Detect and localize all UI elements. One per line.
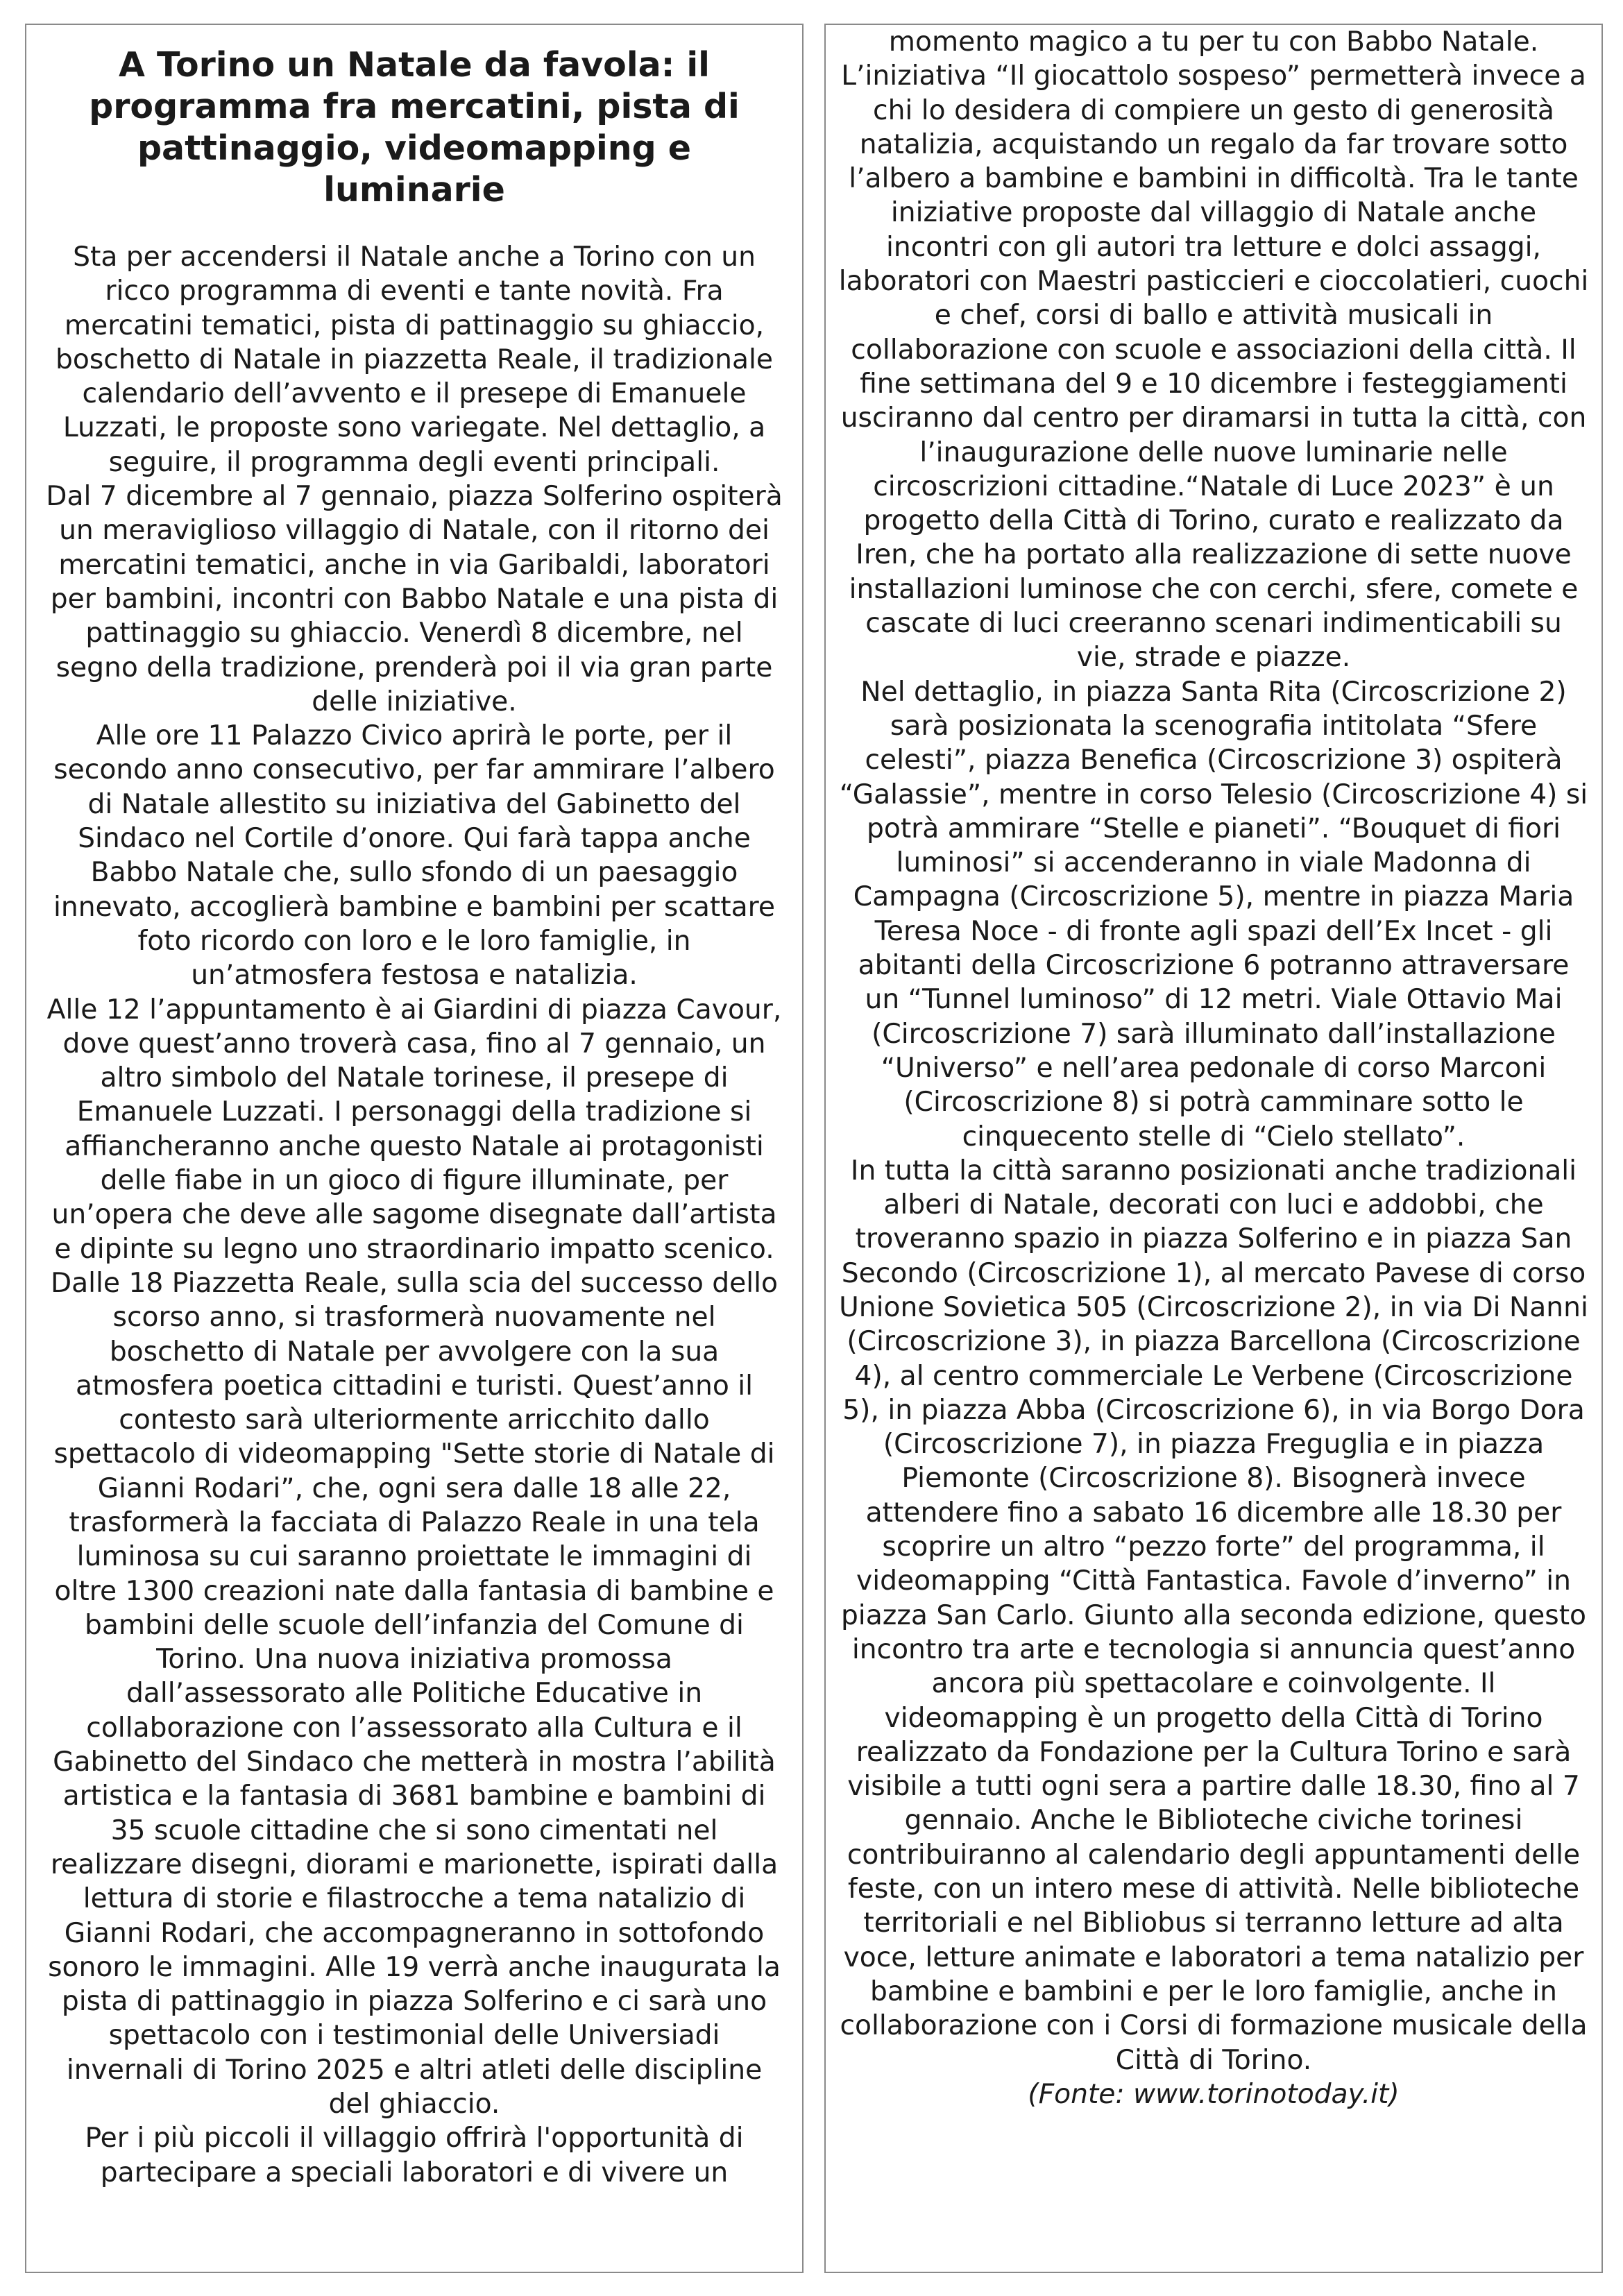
paragraph-piazzetta-reale: Dalle 18 Piazzetta Reale, sulla scia del successo dello scorso anno, si trasformerà nuovamente nel boschetto di Natale per avvolgere con la sua atmosfera poetica cittadini e turisti. Quest’anno il contesto sarà ulteriormente arricchito dallo spettacolo di videomapping "Sette storie di Natale di Gianni Rodari”, che, ogni sera dalle 18 alle 22, trasformerà la facciata di Palazzo Reale in una tela luminosa su cui saranno proiettate le immagini di oltre 1300 creazioni nate dalla fantasia di bambine e bambini delle scuole dell’infanzia del Comune di Torino. Una nuova iniziativa promossa dall’assessorato alle Politiche Educative in collaborazione con l’assessorato alla Cultura e il Gabinetto del Sindaco che metterà in mostra l’abilità artistica e la fantasia di 3681 bambine e bambini di 35 scuole cittadine che si sono cimentati nel realizzare disegni, diorami e marionette, ispirati dalla lettura di storie e filastrocche a tema natalizio di Gianni Rodari, che accompagneranno in sottofondo sonoro le immagini. Alle 19 verrà anche inaugurata la pista di pattinaggio in piazza Solferino e ci sarà uno spettacolo con i testimonial delle Universiadi invernali di Torino 2025 e altri atleti delle discipline del ghiaccio. xyxy=(48,1267,781,2120)
source-credit: (Fonte: www.torinotoday.it) xyxy=(1028,2078,1400,2110)
paragraph-luminarie: Nel dettaglio, in piazza Santa Rita (Circoscrizione 2) sarà posizionata la scenografia intitolata “Sfere celesti”, piazza Benefica (Circoscrizione 3) ospiterà “Galassie”, mentre in corso Telesio (Circoscrizione 4) si potrà ammirare “Stelle e pianeti”. “Bouquet di fiori luminosi” si accenderanno in viale Madonna di Campagna (Circoscrizione 5), mentre in piazza Maria Teresa Noce - di fronte agli spazi dell’Ex Incet - gli abitanti della Circoscrizione 6 potranno attraversare un “Tunnel luminoso” di 12 metri. Viale Ottavio Mai (Circoscrizione 7) sarà illuminato dall’installazione “Universo” e nell’area pedonale di corso Marconi (Circoscrizione 8) si potrà camminare sotto le cinquecento stelle di “Cielo stellato”. xyxy=(839,676,1588,1153)
paragraph-intro: Sta per accendersi il Natale anche a Torino con un ricco programma di eventi e tante novità. Fra mercatini tematici, pista di pattinaggio su ghiaccio, boschetto di Natale in piazzetta Reale, il tradizionale calendario dell’avvento e il presepe di Emanuele Luzzati, le proposte sono variegate. Nel dettaglio, a seguire, il programma degli eventi principali. xyxy=(56,241,773,478)
paragraph-babbo-natale: momento magico a tu per tu con Babbo Natale. L’iniziativa “Il giocattolo sospeso” permetterà invece a chi lo desidera di compiere un gesto di generosità natalizia, acquistando un regalo da far trovare sotto l’albero a bambine e bambini in difficoltà. Tra le tante iniziative proposte dal villaggio di Natale anche incontri con gli autori tra letture e dolci assaggi, laboratori con Maestri pasticcieri e cioccolatieri, cuochi e chef, corsi di ballo e attività musicali in collaborazione con scuole e associazioni della città. Il fine settimana del 9 e 10 dicembre i festeggiamenti usciranno dal centro per diramarsi in tutta la città, con l’inaugurazione delle nuove luminarie nelle circoscrizioni cittadine.“Natale di Luce 2023” è un progetto della Città di Torino, curato e realizzato da Iren, che ha portato alla realizzazione di sette nuove installazioni luminose che con cerchi, sfere, comete e cascate di luci creeranno scenari indimenticabili su vie, strade e piazze. xyxy=(838,26,1589,674)
paragraph-piccoli: Per i più piccoli il villaggio offrirà l'opportunità di partecipare a speciali laboratori e di vivere un xyxy=(85,2123,744,2188)
paragraph-presepe: Alle 12 l’appuntamento è ai Giardini di piazza Cavour, dove quest’anno troverà casa, fino al 7 gennaio, un altro simbolo del Natale torinese, il presepe di Emanuele Luzzati. I personaggi della tradizione si affiancheranno anche questo Natale ai protagonisti delle fiabe in un gioco di figure illuminate, per un’opera che deve alle sagome disegnate dall’artista e dipinte su legno uno straordinario impatto scenico. xyxy=(46,994,782,1265)
paragraph-palazzo-civico: Alle ore 11 Palazzo Civico aprirà le porte, per il secondo anno consecutivo, per far ammirare l’albero di Natale allestito su iniziativa del Gabinetto del Sindaco nel Cortile d’onore. Qui farà tappa anche Babbo Natale che, sullo sfondo di un paesaggio innevato, accoglierà bambine e bambini per scattare foto ricordo con loro e le loro famiglie, in un’atmosfera festosa e natalizia. xyxy=(53,720,775,992)
paragraph-alberi: In tutta la città saranno posizionati anche tradizionali alberi di Natale, decorati con luci e addobbi, che troveranno spazio in piazza Solferino e in piazza San Secondo (Circoscrizione 1), al mercato Pavese di corso Unione Sovietica 505 (Circoscrizione 2), in via Di Nanni (Circoscrizione 3), in piazza Barcellona (Circoscrizione 4), al centro commerciale Le Verbene (Circoscrizione 5), in piazza Abba (Circoscrizione 6), in via Borgo Dora (Circoscrizione 7), in piazza Freguglia e in piazza Piemonte (Circoscrizione 8). Bisognerà invece attendere fino a sabato 16 dicembre alle 18.30 per scoprire un altro “pezzo forte” del programma, il videomapping “Città Fantastica. Favole d’inverno” in piazza San Carlo. Giunto alla seconda edizione, questo incontro tra arte e tecnologia si annuncia quest’anno ancora più spettacolare e coinvolgente. Il videomapping è un progetto della Città di Torino realizzato da Fondazione per la Cultura Torino e sarà visibile a tutti ogni sera a partire dalle 18.30, fino al 7 gennaio. Anche le Biblioteche civiche torinesi contribuiranno al calendario degli appuntamenti delle feste, con un intero mese di attività. Nelle biblioteche territoriali e nel Bibliobus si terranno letture ad alta voce, letture animate e laboratori a tema natalizio per bambine e bambini e per le loro famiglie, anche in collaborazione con i Corsi di formazione musicale della Città di Torino. xyxy=(839,1155,1588,2076)
left-column xyxy=(25,24,804,2273)
paragraph-villaggio: Dal 7 dicembre al 7 gennaio, piazza Solferino ospiterà un meraviglioso villaggio di Natale, con il ritorno dei mercatini tematici, anche in via Garibaldi, laboratori per bambini, incontri con Babbo Natale e una pista di pattinaggio su ghiaccio. Venerdì 8 dicembre, nel segno della tradizione, prenderà poi il via gran parte delle iniziative. xyxy=(46,481,783,717)
right-column xyxy=(824,24,1603,2273)
article-title: A Torino un Natale da favola: il programma fra mercatini, pista di pattinaggio, videomapping e luminarie xyxy=(89,45,740,210)
